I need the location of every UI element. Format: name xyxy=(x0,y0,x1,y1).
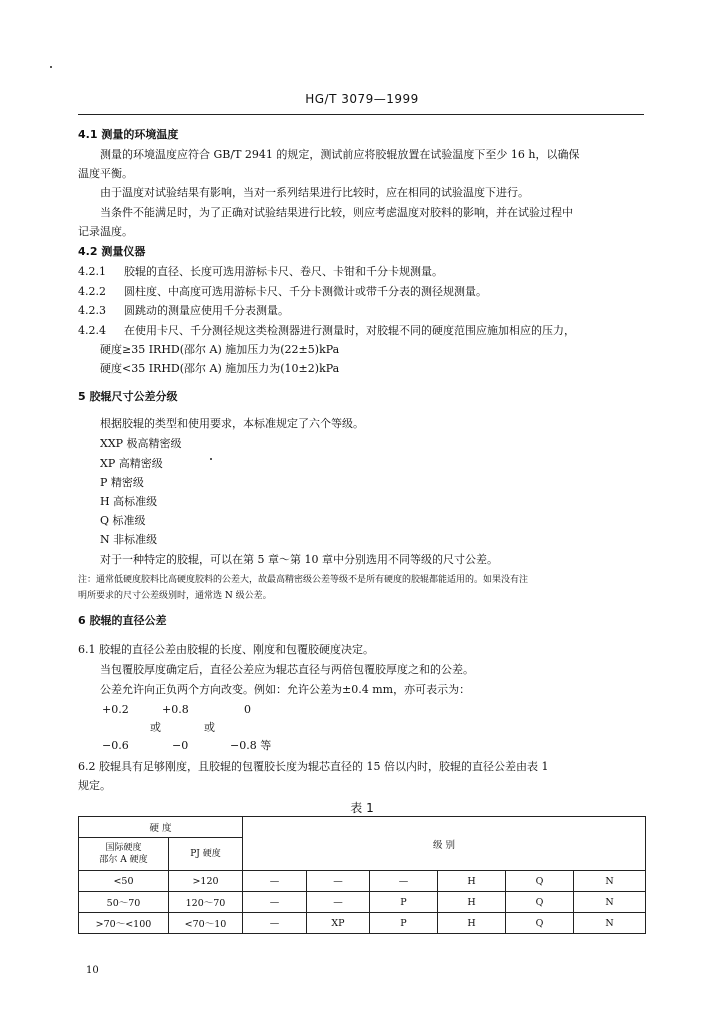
table-cell: <50 xyxy=(79,871,169,892)
table-cell: — xyxy=(370,871,438,892)
table-header-row xyxy=(79,817,646,838)
grade-item: Q 标准级 xyxy=(100,514,146,527)
pj-column-header: PJ 硬度 xyxy=(169,838,243,871)
paragraph: 温度平衡。 xyxy=(78,167,133,180)
conjunction: 或 xyxy=(150,721,161,734)
clause-number: 4.2.3 xyxy=(78,304,106,317)
tolerance-grade-table xyxy=(78,816,646,934)
table-cell: <70～10 xyxy=(169,913,243,934)
clause-text: 圆跳动的测量应使用千分表测量。 xyxy=(124,304,289,317)
clause-text: 胶辊的直径、长度可选用游标卡尺、卷尺、卡钳和千分卡规测量。 xyxy=(124,265,443,278)
clause-6-1: 6.1 胶辊的直径公差由胶辊的长度、刚度和包覆胶硬度决定。 xyxy=(78,643,374,656)
conjunction: 或 xyxy=(204,721,215,734)
table-cell: >120 xyxy=(169,871,243,892)
grade-item: P 精密级 xyxy=(100,476,144,489)
clause-number: 4.2.4 xyxy=(78,324,106,337)
grade-item: H 高标准级 xyxy=(100,495,158,508)
table-cell: P xyxy=(370,892,438,913)
grade-item: XP 高精密级 xyxy=(100,457,163,470)
tolerance-upper: 0 xyxy=(244,703,251,716)
paragraph: 公差允许向正负两个方向改变。例如：允许公差为±0.4 mm，亦可表示为： xyxy=(100,683,471,696)
grade-header: 级 别 xyxy=(243,817,646,871)
table-cell: >70～<100 xyxy=(79,913,169,934)
paragraph: 由于温度对试验结果有影响，当对一系列结果进行比较时，应在相同的试验温度下进行。 xyxy=(100,186,529,199)
pressure-line: 硬度≥35 IRHD(邵尔 A) 施加压力为(22±5)kPa xyxy=(100,343,340,356)
table-title: 表 1 xyxy=(350,801,374,815)
section-4-2-title: 4.2 测量仪器 xyxy=(78,245,146,258)
clause-4-2-2 xyxy=(78,285,487,299)
scan-speck xyxy=(210,458,212,460)
clause-text: 在使用卡尺、千分测径规这类检测器进行测量时，对胶辊不同的硬度范围应施加相应的压力， xyxy=(124,324,575,337)
table-row xyxy=(79,892,646,913)
clause-text: 圆柱度、中高度可选用游标卡尺、千分卡测微计或带千分表的测径规测量。 xyxy=(124,285,487,298)
clause-4-2-3 xyxy=(78,304,289,318)
page-number: 10 xyxy=(86,965,99,976)
tolerance-upper: +0.2 xyxy=(102,703,129,716)
tolerance-upper: +0.8 xyxy=(162,703,189,716)
hardness-header: 硬 度 xyxy=(79,817,243,838)
tolerance-lower: −0 xyxy=(172,739,189,752)
table-cell: Q xyxy=(506,913,574,934)
table-cell: Q xyxy=(506,892,574,913)
section-6-title: 6 胶辊的直径公差 xyxy=(78,614,167,627)
paragraph: 记录温度。 xyxy=(78,225,133,238)
pressure-line: 硬度<35 IRHD(邵尔 A) 施加压力为(10±2)kPa xyxy=(100,362,340,375)
table-cell: N xyxy=(574,913,646,934)
table-cell: H xyxy=(438,871,506,892)
tolerance-lower: −0.8 等 xyxy=(230,739,272,752)
paragraph: 根据胶辊的类型和使用要求，本标准规定了六个等级。 xyxy=(100,417,364,430)
note: 明所要求的尺寸公差级别时，通常选 N 级公差。 xyxy=(78,591,272,601)
scan-speck xyxy=(50,66,52,68)
clause-4-2-1 xyxy=(78,265,443,279)
table-cell: N xyxy=(574,871,646,892)
table-cell: — xyxy=(243,913,307,934)
table-row xyxy=(79,913,646,934)
tolerance-lower: −0.6 xyxy=(102,739,129,752)
table-cell: 50～70 xyxy=(79,892,169,913)
note: 注：通常低硬度胶料比高硬度胶料的公差大，故最高精密级公差等级不是所有硬度的胶辊都能适用的。如果没有注 xyxy=(78,575,529,585)
clause-number: 4.2.2 xyxy=(78,285,106,298)
paragraph: 当条件不能满足时，为了正确对试验结果进行比较，则应考虑温度对胶料的影响，并在试验过程中 xyxy=(100,206,573,219)
page-header: HG/T 3079—1999 xyxy=(305,92,419,106)
table-cell: — xyxy=(243,871,307,892)
clause-number: 4.2.1 xyxy=(78,265,106,278)
table-cell: — xyxy=(243,892,307,913)
table-cell: XP xyxy=(307,913,370,934)
clause-6-2: 6.2 胶辊具有足够刚度，且胶辊的包覆胶长度为辊芯直径的 15 倍以内时，胶辊的直径公差由表 1 xyxy=(78,760,549,773)
section-5-title: 5 胶辊尺寸公差分级 xyxy=(78,390,178,403)
paragraph: 测量的环境温度应符合 GB/T 2941 的规定，测试前应将胶辊放置在试验温度下至少 16 h，以确保 xyxy=(100,148,580,161)
table-row xyxy=(79,871,646,892)
table-cell: P xyxy=(370,913,438,934)
irhd-column-header: 国际硬度 邵尔 A 硬度 xyxy=(79,838,169,871)
table-cell: H xyxy=(438,913,506,934)
table-cell: 120～70 xyxy=(169,892,243,913)
section-4-1-title: 4.1 测量的环境温度 xyxy=(78,128,179,141)
table-cell: N xyxy=(574,892,646,913)
grade-item: N 非标准级 xyxy=(100,533,158,546)
paragraph: 当包覆胶厚度确定后，直径公差应为辊芯直径与两倍包覆胶厚度之和的公差。 xyxy=(100,663,474,676)
paragraph: 规定。 xyxy=(78,779,111,792)
paragraph: 对于一种特定的胶辊，可以在第 5 章～第 10 章中分别选用不同等级的尺寸公差。 xyxy=(100,553,498,566)
header-rule xyxy=(78,114,644,115)
table-cell: Q xyxy=(506,871,574,892)
table-cell: H xyxy=(438,892,506,913)
table-cell: — xyxy=(307,871,370,892)
table-cell: — xyxy=(307,892,370,913)
clause-4-2-4 xyxy=(78,324,575,338)
grade-item: XXP 极高精密级 xyxy=(100,437,182,450)
